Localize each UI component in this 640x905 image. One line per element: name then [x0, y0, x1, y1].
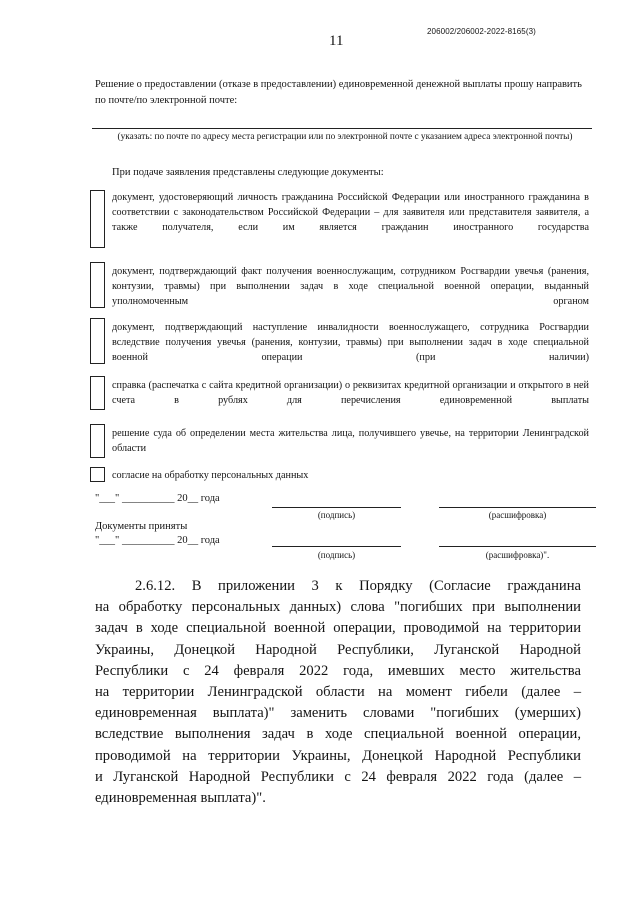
document-item-consent: согласие на обработку персональных данных — [112, 470, 309, 481]
documents-list-heading: При подаче заявления представлены следующие документы: — [112, 167, 384, 178]
acceptance-signature-line[interactable] — [272, 546, 401, 547]
amendment-line: 2.6.12. В приложении 3 к Порядку (Согласие гражданина — [135, 578, 581, 594]
acceptance-decoding-caption: (расшифровка)". — [485, 550, 550, 560]
applicant-date-line: "___" __________ 20__ года — [95, 493, 220, 504]
address-hint: (указать: по почте по адресу места регистрации или по электронной почте с указанием адреса электронной почты) — [117, 132, 573, 142]
address-input-line[interactable] — [92, 128, 592, 129]
page-number: 11 — [329, 33, 344, 49]
acceptance-decoding-line[interactable] — [439, 546, 596, 547]
document-item-identity: документ, удостоверяющий личность гражданина Российской Федерации или иностранного гражданина в соответствии с законодательством Российской Федерации – для заявителя или представителя заявителя, а также получателя, если им является гражданин иностранного государства — [112, 192, 589, 233]
applicant-signature-line[interactable] — [272, 507, 401, 508]
amendment-line: задач в ходе специальной военной операции, проводимой на территории — [95, 620, 581, 637]
checkbox-court-decision[interactable] — [90, 424, 105, 458]
amendment-line: Республики с 24 февраля 2022 года, имевших место жительства — [95, 662, 581, 679]
document-item-bank-details: справка (распечатка с сайта кредитной организации) о реквизитах кредитной организации и открытого в ней счета в рублях для перечисления единовременной выплаты — [112, 380, 589, 406]
documents-accepted-label: Документы приняты — [95, 521, 188, 532]
applicant-decoding-line[interactable] — [439, 507, 596, 508]
intro-text: Решение о предоставлении (отказе в предоставлении) единовременной денежной выплаты прошу направить по почте/по электронной почте: — [95, 79, 582, 106]
checkbox-injury-confirmation[interactable] — [90, 262, 105, 308]
amendment-line: и Луганской Народной Республики с 24 февраля 2022 года (далее – — [95, 768, 581, 785]
document-item-injury: документ, подтверждающий факт получения военнослужащим, сотрудником Росгвардии увечья (ранения, контузии, травмы) при выполнении задач в ходе специальной военной операции, выданный уполномоченным органом — [112, 266, 589, 307]
acceptance-date-line: "___" __________ 20__ года — [95, 535, 220, 546]
amendment-line: на территории Ленинградской области на момент гибели (далее – — [95, 684, 581, 701]
checkbox-bank-details[interactable] — [90, 376, 105, 410]
applicant-decoding-caption: (расшифровка) — [488, 510, 547, 520]
checkbox-personal-data-consent[interactable] — [90, 467, 105, 482]
amendment-line: вследствие выполнения задач в ходе специальной военной операции, — [95, 726, 581, 743]
document-code: 206002/206002-2022-8165(3) — [427, 27, 536, 36]
amendment-line: единовременная выплата)". — [95, 790, 266, 807]
document-item-court-decision: решение суда об определении места жительства лица, получившего увечье, на территории Ленинградской области — [112, 428, 589, 454]
amendment-line: на обработку персональных данных) слова "погибших при выполнении — [95, 599, 581, 616]
amendment-line: единовременная выплата)" заменить словами "погибших (умерших) — [95, 705, 581, 722]
document-item-disability: документ, подтверждающий наступление инвалидности военнослужащего, сотрудника Росгвардии вследствие получения увечья (ранения, контузии, травмы) при выполнении задач в ходе специальной военной операции (при наличии) — [112, 322, 589, 363]
checkbox-identity-document[interactable] — [90, 190, 105, 248]
amendment-line: Украины, Донецкой Народной Республики, Луганской Народной — [95, 641, 581, 658]
amendment-paragraph — [95, 576, 581, 809]
acceptance-signature-caption: (подпись) — [317, 550, 356, 560]
checkbox-disability-confirmation[interactable] — [90, 318, 105, 364]
amendment-line: проводимой на территории Украины, Донецкой Народной Республики — [95, 747, 581, 764]
applicant-signature-caption: (подпись) — [317, 510, 356, 520]
